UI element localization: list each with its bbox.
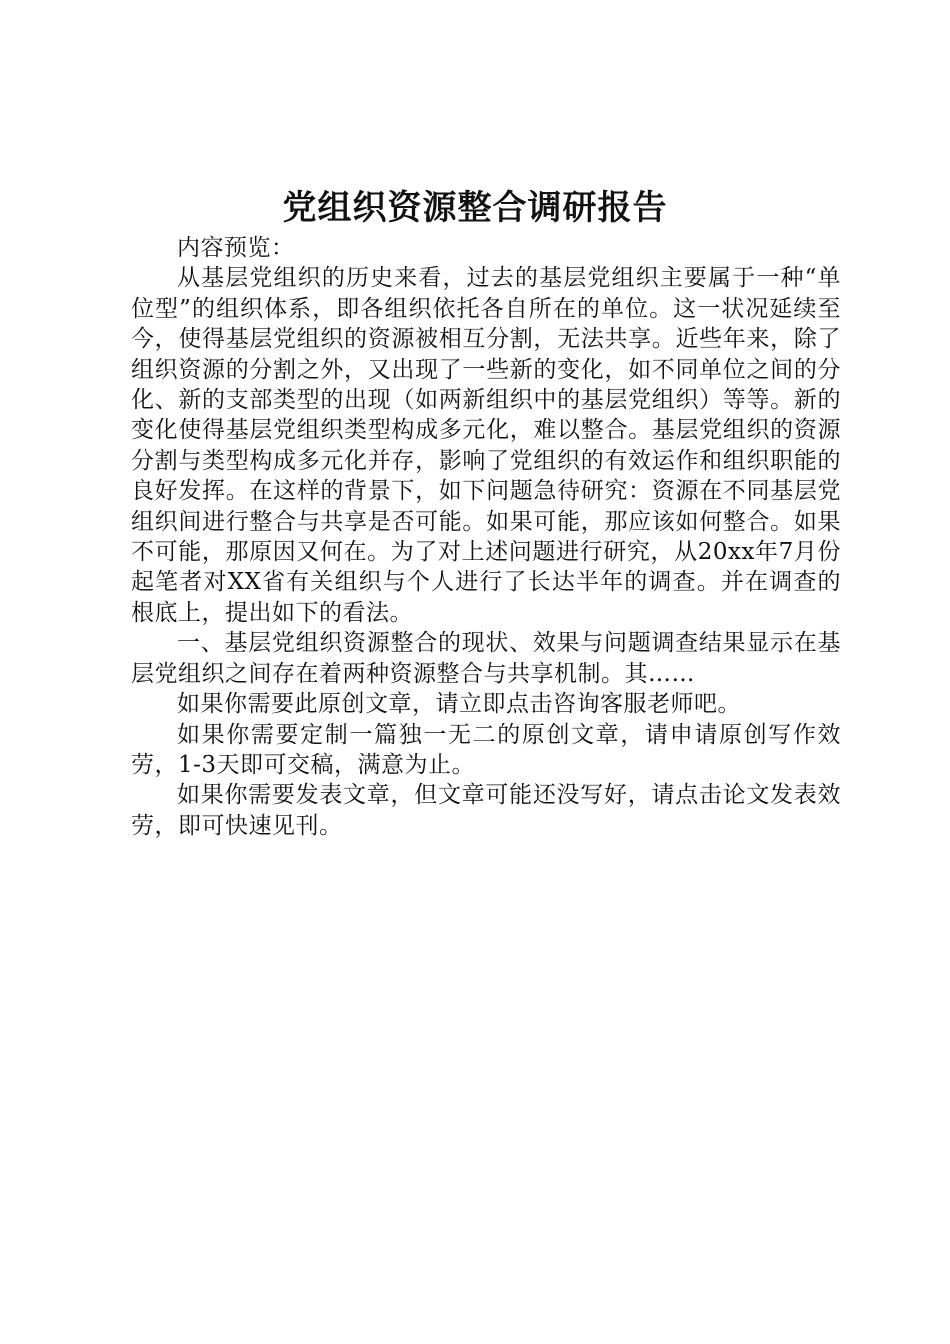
paragraph-background: 从基层党组织的历史来看，过去的基层党组织主要属于一种“单位型”的组织体系，即各组织依托各自所在的单位。这一状况延续至今，使得基层党组织的资源被相互分割，无法共享。近些年来，除了组织资源的分割之外，又出现了一些新的变化，如不同单位之间的分化、新的支部类型的出现（如两新组织中的基层党组织）等等。新的变化使得基层党组织类型构成多元化，难以整合。基层党组织的资源分割与类型构成多元化并存，影响了党组织的有效运作和组织职能的良好发挥。在这样的背景下，如下问题急待研究：资源在不同基层党组织间进行整合与共享是否可能。如果可能，那应该如何整合。如果不可能，那原因又何在。为了对上述问题进行研究，从20xx年7月份起笔者对XX省有关组织与个人进行了长达半年的调查。并在调查的根底上，提出如下的看法。 xyxy=(131,265,841,626)
document-title: 党组织资源整合调研报告 xyxy=(282,188,668,228)
paragraph-publish-link[interactable]: 如果你需要发表文章，但文章可能还没写好，请点击论文发表效劳，即可快速见刊。 xyxy=(131,782,841,839)
document-body xyxy=(131,233,841,841)
preview-label: 内容预览： xyxy=(177,235,295,261)
paragraph-consult-link[interactable]: 如果你需要此原创文章，请立即点击咨询客服老师吧。 xyxy=(177,691,741,718)
paragraph-custom-writing-link[interactable]: 如果你需要定制一篇独一无二的原创文章，请申请原创写作效劳，1-3天即可交稿，满意为止。 xyxy=(131,721,841,778)
paragraph-section-one: 一、基层党组织资源整合的现状、效果与问题调查结果显示在基层党组织之间存在着两种资源整合与共享机制。其…… xyxy=(131,630,841,687)
